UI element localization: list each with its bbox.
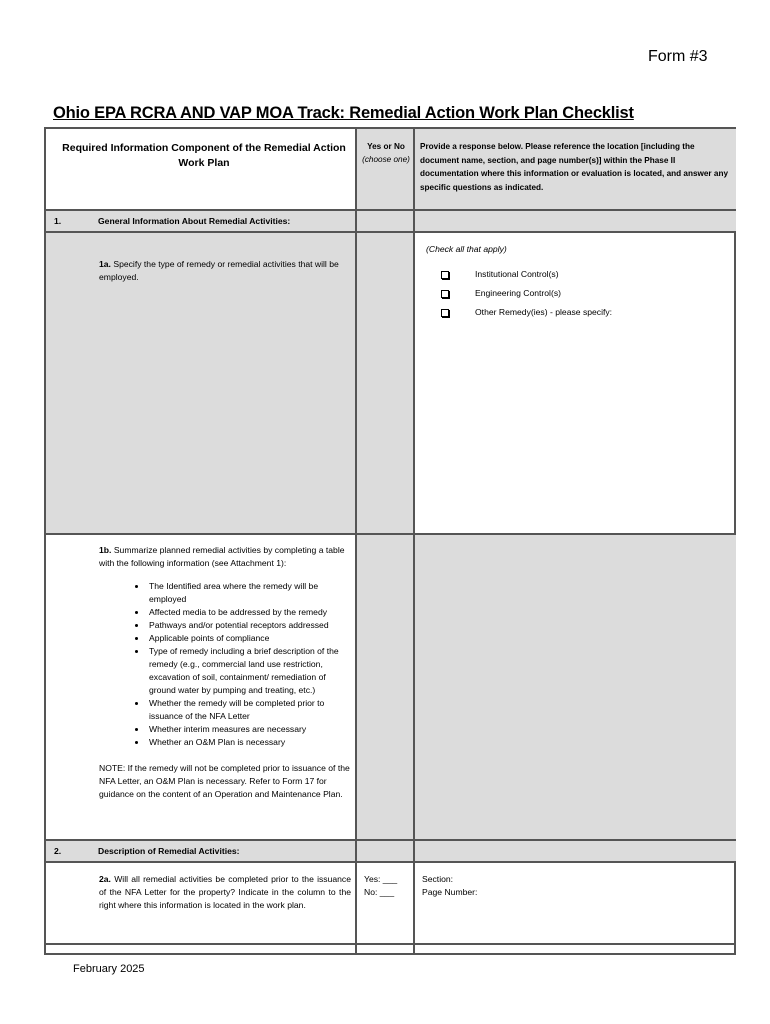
item1a-yn-shade [357,233,413,533]
bullet-item: • Pathways and/or potential receptors addressed [147,619,353,632]
item-1b-block [99,544,353,801]
col-divider-1 [355,129,357,953]
check-all-note: (Check all that apply) [426,244,507,254]
checkbox-icon[interactable] [441,290,449,298]
document-title: Ohio EPA RCRA AND VAP MOA Track: Remedial Action Work Plan Checklist [53,104,634,122]
checkbox-icon[interactable] [441,309,449,317]
item-2a-response[interactable] [422,873,477,899]
option-label: Engineering Control(s) [475,288,561,298]
item-2a-label: 2a. [99,874,111,884]
section1-title: General Information About Remedial Activities: [98,216,291,226]
yes-field[interactable]: Yes: ___ [364,874,398,884]
bullet-item: • Whether interim measures are necessary [147,723,353,736]
item1b-yn-shade [357,535,413,839]
bullet-item: • Applicable points of compliance [147,632,353,645]
bullet-item: • Affected media to be addressed by the remedy [147,606,353,619]
row-line-header [46,209,734,211]
item-2a-yes-no[interactable] [364,873,397,899]
form-number: Form #3 [648,48,708,65]
remedy-options [426,265,726,322]
item-1a-text [99,258,351,284]
option-label: Institutional Control(s) [475,269,559,279]
item-1b-note: NOTE: If the remedy will not be completed prior to issuance of the NFA Letter, an O&M Plan is necessary. Refer to Form 17 for guidance on the content of an Operation and Maintenance Plan. [99,763,350,799]
section2-title: Description of Remedial Activities: [98,846,240,856]
header-yes-no [360,140,412,166]
row-line-1a [46,533,734,535]
section-field[interactable]: Section: [422,874,454,884]
section1-number: 1. [54,216,62,226]
item-1b-intro [99,544,353,570]
header-yes-no-label: Yes or No [367,142,405,151]
row-line-sec2 [46,861,734,863]
footer-date: February 2025 [73,963,145,975]
option-other-remedy[interactable] [426,303,726,322]
item-2a-description: Will all remedial activities be completed prior to the issuance of the NFA Letter for the property? Indicate in the column to the right where this information is located in the work plan. [99,874,351,910]
row-line-1b [46,839,734,841]
section2-number: 2. [54,846,62,856]
no-field[interactable]: No: ___ [364,887,395,897]
row-line-2a [46,943,734,945]
row-line-sec1 [46,231,734,233]
header-response-instructions: Provide a response below. Please reference the location [including the document name, section, and page number(s)] within the Phase II documentation where this information or evaluation is located, and answer any specific questions as indicated. [420,142,728,192]
bullet-item: • Whether the remedy will be completed prior to issuance of the NFA Letter [147,697,353,723]
item-2a-text [99,873,351,912]
header-choose-one: (choose one) [362,155,410,164]
option-label: Other Remedy(ies) - please specify: [475,307,613,317]
checklist-table [44,127,736,955]
header-requirement: Required Information Component of the Remedial Action Work Plan [62,142,346,169]
page-number-field[interactable]: Page Number: [422,887,478,897]
option-engineering-control[interactable] [426,284,726,303]
num-col-divider [46,211,47,231]
bullet-item: • Whether an O&M Plan is necessary [147,736,353,749]
item1b-right-shade [415,535,736,839]
item-1b-label: 1b. [99,545,112,555]
col-divider-2 [413,129,415,953]
option-institutional-control[interactable] [426,265,726,284]
item-1b-bullet-list [99,580,353,749]
item-1a-label: 1a. [99,259,111,269]
bullet-item: • Type of remedy including a brief description of the remedy (e.g., commercial land use restriction, excavation of soil, containment/ remediation of ground water by pumping and treating, etc.) [147,645,353,697]
item-1b-description: Summarize planned remedial activities by completing a table with the following information (see Attachment 1): [99,545,345,568]
checkbox-icon[interactable] [441,271,449,279]
item-1a-description: Specify the type of remedy or remedial activities that will be employed. [99,259,339,282]
bullet-item: • The Identified area where the remedy will be employed [147,580,353,606]
